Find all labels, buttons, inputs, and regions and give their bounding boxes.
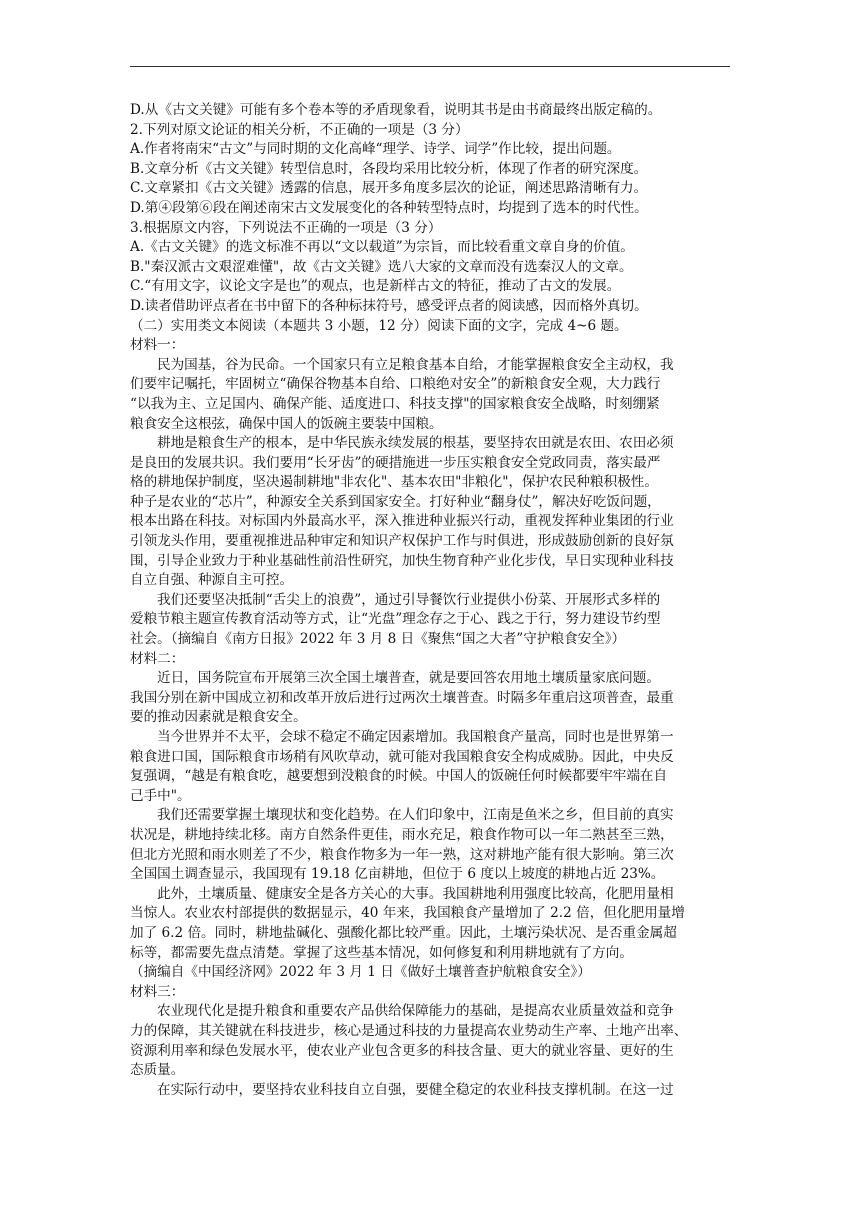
- text-line: 当今世界并不太平，会球不稳定不确定因素增加。我国粮食产量高，同时也是世界第一: [157, 729, 674, 745]
- text-line: A.《古文关键》的选文标准不再以“文以载道”为宗旨，而比较看重文章自身的价值。: [130, 239, 634, 256]
- text-line: 己手中"。: [130, 787, 191, 804]
- text-line: D.第④段第⑥段在阐述南宋古文发展变化的各种转型特点时，均提到了选本的时代性。: [130, 199, 648, 216]
- text-line: 们要牢记嘱托，牢固树立“确保谷物基本自给、口粮绝对安全”的新粮食安全观，大力践行: [130, 376, 661, 393]
- text-line: 材料一：: [130, 337, 185, 354]
- text-line: 力的保障，其关键就在科技进步，核心是通过科技的力量提高农业势动生产率、土地产出率、: [130, 1022, 688, 1039]
- text-line: 民为国基，谷为民命。一个国家只有立足粮食基本自给，才能掌握粮食安全主动权，我: [157, 356, 674, 373]
- text-line: （二）实用类文本阅读（本题共 3 小题，12 分）阅读下面的文字，完成 4~6 题。: [130, 317, 628, 334]
- text-line: 引领龙头作用，要重视推进品种审定和知识产权保护工作与时俱进，形成鼓励创新的良好氛: [130, 533, 674, 550]
- text-line: 全国国土调查显示，我国现有 19.18 亿亩耕地，但位于 6 度以上坡度的耕地占近 23%。: [130, 866, 665, 883]
- header-rule: [130, 66, 730, 67]
- text-line: 此外，土壤质量、健康安全是各方关心的大事。我国耕地利用强度比较高，化肥用量相: [157, 885, 674, 902]
- text-line: 但北方光照和雨水则差了不少，粮食作物多为一年一熟，这对耕地产能有很大影响。第三次: [130, 846, 674, 863]
- text-line: C.文章紧扣《古文关键》透露的信息，展开多角度多层次的论证，阐述思路清晰有力。: [130, 180, 648, 197]
- text-line: （摘编自《中国经济网》2022 年 3 月 1 日《做好土壤普查护航粮食安全》）: [130, 964, 591, 981]
- text-line: 格的耕地保护制度，坚决遏制耕地"非农化"、基本农田"非粮化"，保护农民种粮积极性。: [130, 474, 658, 491]
- text-line: 我们还需要掌握土壤现状和变化趋势。在人们印象中，江南是鱼米之乡，但目前的真实: [157, 807, 674, 824]
- text-line: 我们还要坚决抵制“舌尖上的浪费”，通过引导餐饮行业提供小份菜、开展形式多样的: [157, 591, 661, 608]
- text-line: 是良田的发展共识。我们要用“长牙齿”的硬措施进一步压实粮食安全党政同责，落实最严: [130, 454, 661, 471]
- text-line: 态质量。: [130, 1062, 185, 1079]
- text-line: 3.根据原文内容，下列说法不正确的一项是（3 分）: [130, 219, 442, 236]
- text-line: B."秦汉派古文艰涩难懂"，故《古文关键》选八大家的文章而没有选秦汉人的文章。: [130, 258, 633, 275]
- text-line: 爱粮节粮主题宣传教育活动等方式，让“光盘”理念存之于心、践之于行，努力建设节约型: [130, 611, 661, 628]
- text-line: 农业现代化是提升粮食和重要农产品供给保障能力的基础，是提高农业质量效益和竞争: [157, 1003, 674, 1020]
- text-line: 材料二：: [130, 650, 185, 667]
- text-line: 标等，都需要先盘点清楚。掌握了这些基本情况，如何修复和利用耕地就有了方向。: [130, 944, 633, 961]
- text-line: 在实际行动中，要坚持农业科技自立自强，要健全稳定的农业科技支撑机制。在这一过: [157, 1081, 674, 1098]
- text-line: 根本出路在科技。对标国内外最高水平，深入推进种业振兴行动，重视发挥种业集团的行业: [130, 513, 674, 530]
- text-line: “以我为主、立足国内、确保产能、适度进口、科技支撑"的国家粮食安全战略，时刻绷紧: [130, 395, 660, 412]
- text-line: 资源利用率和绿色发展水平，使农业产业包含更多的科技含量、更大的就业容量、更好的生: [130, 1042, 674, 1059]
- text-line: 状况是，耕地持续北移。南方自然条件更佳，雨水充足，粮食作物可以一年二熟甚至三熟，: [130, 826, 674, 843]
- text-line: C.“有用文字，议论文字是也”的观点，也是新样古文的特征，推动了古文的发展。: [130, 278, 621, 295]
- text-line: 加了 6.2 倍。同时，耕地盐碱化、强酸化都比较严重。因此，土壤污染状况、是否重金属超: [130, 924, 677, 941]
- text-line: 我国分别在新中国成立初和改革开放后进行过两次土壤普查。时隔多年重启这项普查，最重: [130, 689, 674, 706]
- document-body: [130, 101, 730, 1100]
- text-line: 自立自强、种源自主可控。: [130, 572, 294, 589]
- text-line: 近日，国务院宣布开展第三次全国土壤普查，就是要回答农用地土壤质量家底问题。: [157, 670, 660, 687]
- text-line: 粮食安全这根弦，确保中国人的饭碗主要装中国粮。: [130, 415, 443, 432]
- text-line: B.文章分析《古文关键》转型信息时，各段均采用比较分析，体现了作者的研究深度。: [130, 160, 648, 177]
- text-line: 粮食进口国，国际粮食市场稍有风吹草动，就可能对我国粮食安全构成威胁。因此，中央反: [130, 748, 674, 765]
- text-line: A.作者将南宋“古文”与同时期的文化高峰“理学、诗学、词学”作比较，提出问题。: [130, 141, 621, 158]
- text-line: D.从《古文关键》可能有多个卷本等的矛盾现象看，说明其书是由书商最终出版定稿的。: [130, 102, 662, 118]
- text-line: 围，引导企业致力于种业基础性前沿性研究，加快生物育种产业化步伐，早日实现种业科技: [130, 552, 674, 569]
- text-line: 社会。（摘编自《南方日报》2022 年 3 月 8 日《聚焦“国之大者”守护粮食安全》）: [130, 631, 626, 648]
- text-line: 2.下列对原文论证的相关分析，不正确的一项是（3 分）: [130, 121, 469, 138]
- text-line: 种子是农业的“芯片”，种源安全关系到国家安全。打好种业“翻身仗”，解决好吃饭问题，: [130, 493, 661, 510]
- text-line: 材料三：: [130, 983, 185, 1000]
- text-line: D.读者借助评点者在书中留下的各种标抹符号，感受评点者的阅读感，因而格外真切。: [130, 297, 648, 314]
- text-line: 要的推动因素就是粮食安全。: [130, 709, 307, 726]
- text-line: 复强调，“越是有粮食吃，越要想到没粮食的时候。中国人的饭碗任何时候都要牢牢端在自: [130, 768, 668, 785]
- text-line: 耕地是粮食生产的根本，是中华民族永续发展的根基，要坚持农田就是农田、农田必须: [157, 435, 674, 452]
- text-line: 当惊人。农业农村部提供的数据显示，40 年来，我国粮食产量增加了 2.2 倍，但化肥用量增: [130, 905, 685, 922]
